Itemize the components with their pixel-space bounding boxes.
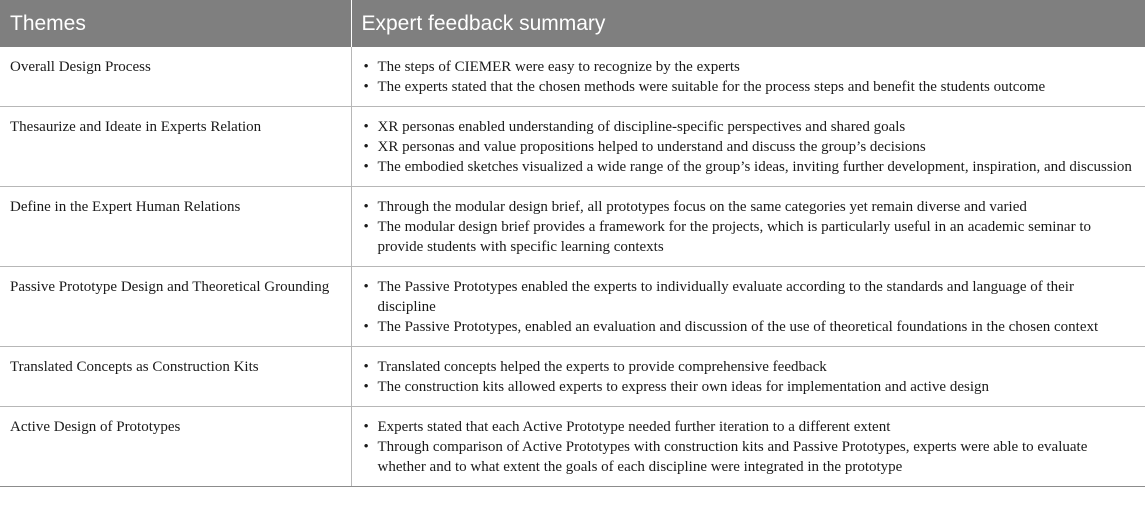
theme-cell: Thesaurize and Ideate in Experts Relation: [0, 107, 351, 187]
feedback-cell: [351, 347, 1145, 407]
feedback-list: [362, 117, 1136, 177]
header-row: [0, 0, 1145, 47]
table-header: [0, 0, 1145, 47]
feedback-list: [362, 417, 1136, 477]
table-row: [0, 347, 1145, 407]
feedback-point: • The Passive Prototypes enabled the experts to individually evaluate according to the standards and language of their discipline: [378, 277, 1136, 317]
feedback-point: • The experts stated that the chosen methods were suitable for the process steps and benefit the students outcome: [378, 77, 1136, 97]
table-row: [0, 267, 1145, 347]
feedback-point: • The Passive Prototypes, enabled an evaluation and discussion of the use of theoretical foundations in the chosen context: [378, 317, 1136, 337]
table-body: [0, 47, 1145, 487]
feedback-list: [362, 277, 1136, 337]
feedback-list: [362, 197, 1136, 257]
feedback-cell: [351, 47, 1145, 107]
feedback-list: [362, 57, 1136, 97]
feedback-point: • Through comparison of Active Prototypes with construction kits and Passive Prototypes, experts were able to evaluate whether and to what extent the goals of each discipline were integrated in the prototype: [378, 437, 1136, 477]
theme-cell: Define in the Expert Human Relations: [0, 187, 351, 267]
table-row: [0, 187, 1145, 267]
feedback-point: • Experts stated that each Active Prototype needed further iteration to a different extent: [378, 417, 1136, 437]
feedback-cell: [351, 267, 1145, 347]
table-row: [0, 107, 1145, 187]
theme-cell: Overall Design Process: [0, 47, 351, 107]
feedback-cell: [351, 187, 1145, 267]
theme-cell: Active Design of Prototypes: [0, 407, 351, 487]
table-row: [0, 47, 1145, 107]
feedback-point: • Through the modular design brief, all prototypes focus on the same categories yet remain diverse and varied: [378, 197, 1136, 217]
theme-cell: Translated Concepts as Construction Kits: [0, 347, 351, 407]
feedback-point: • XR personas and value propositions helped to understand and discuss the group’s decisions: [378, 137, 1136, 157]
feedback-list: [362, 357, 1136, 397]
header-feedback-summary: Expert feedback summary: [351, 0, 1145, 47]
feedback-point: • The construction kits allowed experts to express their own ideas for implementation and active design: [378, 377, 1136, 397]
feedback-cell: [351, 407, 1145, 487]
feedback-point: • The steps of CIEMER were easy to recognize by the experts: [378, 57, 1136, 77]
table-row: [0, 407, 1145, 487]
feedback-point: • XR personas enabled understanding of discipline-specific perspectives and shared goals: [378, 117, 1136, 137]
feedback-cell: [351, 107, 1145, 187]
feedback-point: • Translated concepts helped the experts to provide comprehensive feedback: [378, 357, 1136, 377]
feedback-point: • The modular design brief provides a framework for the projects, which is particularly useful in an academic seminar to provide students with specific learning contexts: [378, 217, 1136, 257]
theme-cell: Passive Prototype Design and Theoretical Grounding: [0, 267, 351, 347]
header-themes: Themes: [0, 0, 351, 47]
feedback-point: • The embodied sketches visualized a wide range of the group’s ideas, inviting further development, inspiration, and discussion: [378, 157, 1136, 177]
